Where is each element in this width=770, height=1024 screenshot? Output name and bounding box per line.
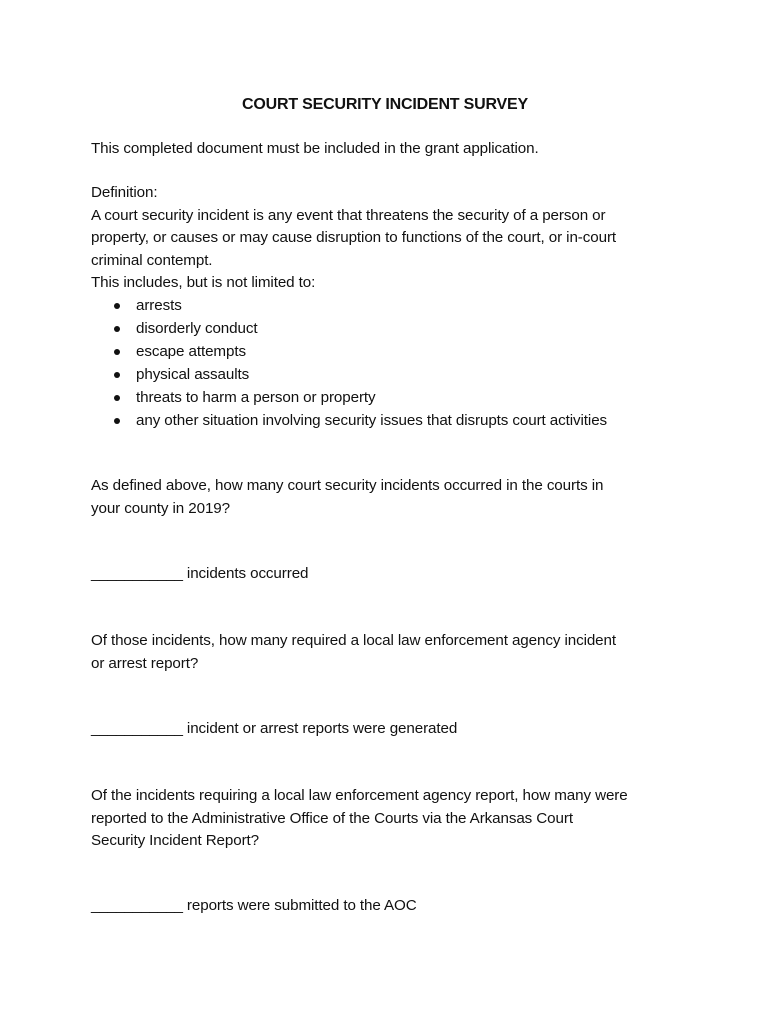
bullet-icon (114, 349, 120, 355)
list-item: disorderly conduct (91, 318, 691, 341)
definition-line: A court security incident is any event that threatens the security of a person or (91, 206, 606, 224)
definition-section (91, 182, 691, 433)
definition-heading: Definition: (91, 184, 158, 201)
bullet-icon (114, 303, 120, 309)
includes-line: This includes, but is not limited to: (91, 274, 316, 291)
bullet-icon (114, 326, 120, 332)
definition-line: property, or causes or may cause disruption to functions of the court, or in-court (91, 229, 617, 246)
incident-types-list (91, 295, 691, 433)
intro-text: This completed document must be included in the grant application. (91, 140, 539, 157)
definition-line: criminal contempt. (91, 251, 213, 269)
answer-1-field[interactable]: ___________ incidents occurred (91, 565, 309, 582)
list-item: physical assaults (91, 364, 691, 387)
list-item: arrests (91, 295, 691, 318)
bullet-icon (114, 395, 120, 401)
bullet-icon (114, 372, 120, 378)
answer-2-field[interactable]: ___________ incident or arrest reports were generated (91, 720, 458, 737)
bullet-icon (114, 418, 120, 424)
list-item: escape attempts (91, 341, 691, 364)
list-item: any other situation involving security issues that disrupts court activities (91, 410, 691, 433)
document-title: COURT SECURITY INCIDENT SURVEY (242, 96, 528, 113)
question-3: Of the incidents requiring a local law enforcement agency report, how many were reported to the Administrative Office of the Courts via the Arkansas Court Security Incident Report? (91, 787, 628, 849)
answer-3-field[interactable]: ___________ reports were submitted to the AOC (91, 897, 417, 914)
list-item: threats to harm a person or property (91, 387, 691, 410)
question-2: Of those incidents, how many required a local law enforcement agency incident or arrest report? (91, 632, 616, 672)
question-1: As defined above, how many court security incidents occurred in the courts in your county in 2019? (91, 477, 604, 517)
